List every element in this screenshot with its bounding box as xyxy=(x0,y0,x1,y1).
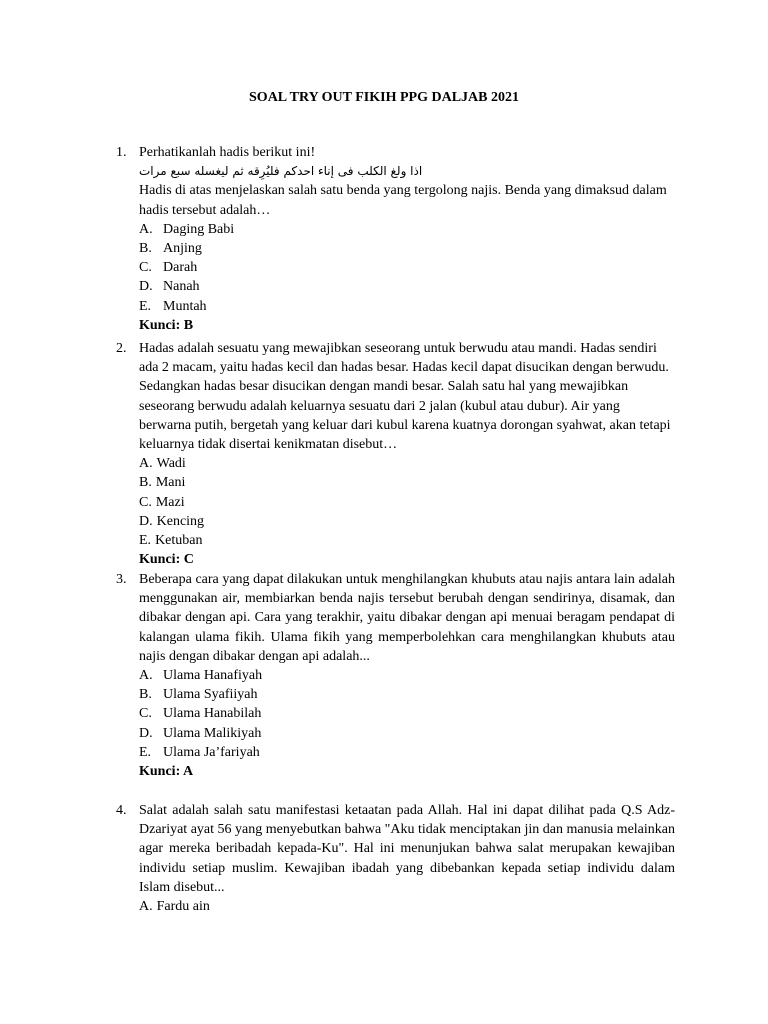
option-a: A. Fardu ain xyxy=(139,899,210,915)
question-intro: Perhatikanlah hadis berikut ini! xyxy=(139,145,316,160)
question-text: Salat adalah salah satu manifestasi ketaatan pada Allah. Hal ini dapat dilihat pada Q.S Adz-Dzariyat ayat 56 yang menyebutkan bahwa "Aku tidak menciptakan jin dan manusia melainkan agar mereka beribadah kepada-Ku". Hal ini menunjukan bahwa salat merupakan kewajiban individu setiap muslim. Kewajiban ibadah yang dibebankan kepada setiap individu dalam Islam disebut... xyxy=(139,803,675,895)
answer-key: Kunci: B xyxy=(139,317,194,333)
answer-key: Kunci: A xyxy=(139,764,194,780)
option-e: E. Ulama Ja’fariyah xyxy=(139,744,260,760)
question-number: 3. xyxy=(116,572,127,587)
option-c: C. Darah xyxy=(139,260,198,276)
option-b: B. Ulama Syafiiyah xyxy=(139,687,258,703)
option-d: D. Nanah xyxy=(139,279,200,295)
option-e: E. Ketuban xyxy=(139,533,203,549)
question-text: Beberapa cara yang dapat dilakukan untuk menghilangkan khubuts atau najis antara lain adalah menggunakan air, membiarkan benda najis tersebut berubah dengan sendirinya, disamak, dan dibakar dengan api. Cara yang terakhir, yaitu dibakar dengan api menuai beragam pendapat di kalangan ulama fikih. Ulama fikih yang memperbolehkan cara menghilangkan khubuts atau najis dengan dibakar dengan api adalah... xyxy=(139,572,675,664)
option-c: C. Ulama Hanabilah xyxy=(139,706,262,722)
answer-key: Kunci: C xyxy=(139,552,194,568)
question-text: Hadis di atas menjelaskan salah satu benda yang tergolong najis. Benda yang dimaksud dalam hadis tersebut adalah… xyxy=(139,183,667,218)
option-e: E. Muntah xyxy=(139,298,207,314)
option-a: A. Ulama Hanafiyah xyxy=(139,668,263,684)
option-b: B. Mani xyxy=(139,475,186,491)
option-d: D. Ulama Malikiyah xyxy=(139,725,262,741)
option-a: A. Daging Babi xyxy=(139,221,235,237)
option-b: B. Anjing xyxy=(139,241,202,257)
question-text: Hadas adalah sesuatu yang mewajibkan seseorang untuk berwudu atau mandi. Hadas sendiri ada 2 macam, yaitu hadas kecil dan hadas besar. Hadas kecil dapat disucikan dengan berwudu. Sedangkan hadas besar disucikan dengan mandi besar. Salah satu hal yang mewajibkan seseorang berwudu adalah keluarnya sesuatu dari 2 jalan (kubul atau dubur). Air yang berwarna putih, bergetah yang keluar dari kubul karena kuatnya dorongan syahwat, akan tetapi keluarnya tidak disertai kenikmatan disebut… xyxy=(139,341,671,453)
question-number: 4. xyxy=(116,803,127,818)
option-d: D. Kencing xyxy=(139,513,205,529)
document-title: SOAL TRY OUT FIKIH PPG DALJAB 2021 xyxy=(249,90,519,105)
option-c: C. Mazi xyxy=(139,494,185,510)
question-number: 1. xyxy=(116,145,127,160)
option-a: A. Wadi xyxy=(139,456,186,472)
arabic-hadith: اذا ولغ الكلب فى إناء احدكم فليُرِقه ثم ليغسله سبع مرات xyxy=(139,164,423,179)
question-number: 2. xyxy=(116,341,127,356)
